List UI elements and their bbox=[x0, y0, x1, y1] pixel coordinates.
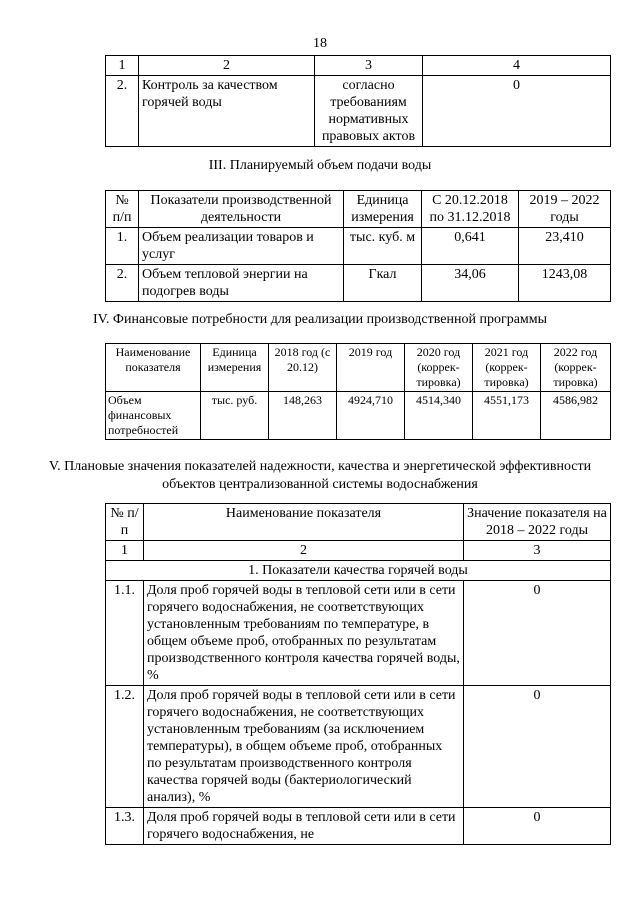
header-cell: С 20.12.2018 по 31.12.2018 bbox=[422, 191, 519, 228]
column-number: 1 bbox=[106, 541, 144, 561]
numbering-row bbox=[106, 541, 611, 561]
row-value: 4514,340 bbox=[405, 392, 473, 440]
section-5-title: V. Плановые значения показателей надежности, качества и энергетической эффективности объектов централизованной системы водоснабжения bbox=[48, 459, 592, 492]
header-cell: Единица измерения bbox=[201, 344, 269, 392]
row-value: 0 bbox=[464, 581, 611, 686]
header-cell: 2018 год (с 20.12) bbox=[269, 344, 337, 392]
group-title-row bbox=[106, 561, 611, 581]
row-name: Доля проб горячей воды в тепловой сети или в сети горячего водоснабжения, не соответствующих установленным требованиям по температуре, в общем объеме проб, отобранных по результатам производственного контроля качества горячей воды, % bbox=[144, 581, 464, 686]
header-cell: № п/п bbox=[106, 504, 144, 541]
row-value: 4924,710 bbox=[337, 392, 405, 440]
table-row bbox=[106, 265, 611, 302]
row-name: Объем реализации товаров и услуг bbox=[139, 228, 344, 265]
row-value: 0 bbox=[464, 808, 611, 845]
table-row bbox=[106, 581, 611, 686]
row-number: 1.3. bbox=[106, 808, 144, 845]
row-unit: тыс. руб. bbox=[201, 392, 269, 440]
row-number: 2. bbox=[106, 76, 139, 147]
row-value: 4586,982 bbox=[541, 392, 611, 440]
row-number: 2. bbox=[106, 265, 139, 302]
row-name: Контроль за качеством горячей воды bbox=[139, 76, 315, 147]
column-number: 3 bbox=[315, 56, 423, 76]
row-name: Объем финансовых потребностей bbox=[106, 392, 201, 440]
header-cell: Значение показателя на 2018 – 2022 годы bbox=[464, 504, 611, 541]
page-number: 18 bbox=[313, 36, 327, 51]
header-cell: 2020 год (коррек-тировка) bbox=[405, 344, 473, 392]
header-cell: 2019 – 2022 годы bbox=[519, 191, 611, 228]
column-number: 3 bbox=[464, 541, 611, 561]
row-name: Доля проб горячей воды в тепловой сети или в сети горячего водоснабжения, не соответствующих установленным требованиям (за исключением температуры), в общем объеме проб, отобранных по результатам производственного контроля качества горячей воды (бактериологический анализ), % bbox=[144, 686, 464, 808]
header-cell: Единица измерения bbox=[344, 191, 422, 228]
table-row bbox=[106, 808, 611, 845]
section-4-title: IV. Финансовые потребности для реализации производственной программы bbox=[92, 312, 548, 327]
table-row bbox=[106, 686, 611, 808]
column-number: 2 bbox=[144, 541, 464, 561]
section-3-title: III. Планируемый объем подачи воды bbox=[208, 158, 432, 173]
table-row bbox=[106, 392, 611, 440]
header-cell: 2022 год (коррек-тировка) bbox=[541, 344, 611, 392]
row-name: Доля проб горячей воды в тепловой сети или в сети горячего водоснабжения, не bbox=[144, 808, 464, 845]
table-header-row bbox=[106, 504, 611, 541]
row-value: 0 bbox=[423, 76, 611, 147]
header-cell: 2021 год (коррек-тировка) bbox=[473, 344, 541, 392]
row-value: 4551,173 bbox=[473, 392, 541, 440]
table-row bbox=[106, 228, 611, 265]
row-value: 34,06 bbox=[422, 265, 519, 302]
table-header-row bbox=[106, 344, 611, 392]
row-number: 1. bbox=[106, 228, 139, 265]
header-cell: Наименование показателя bbox=[106, 344, 201, 392]
header-cell: Наименование показателя bbox=[144, 504, 464, 541]
table-header-row bbox=[106, 56, 611, 76]
row-value: 1243,08 bbox=[519, 265, 611, 302]
header-cell: Показатели производственной деятельности bbox=[139, 191, 344, 228]
column-number: 1 bbox=[106, 56, 139, 76]
table-row bbox=[106, 76, 611, 147]
group-title: 1. Показатели качества горячей воды bbox=[106, 561, 611, 581]
row-value: 148,263 bbox=[269, 392, 337, 440]
row-value: 23,410 bbox=[519, 228, 611, 265]
financial-needs-table bbox=[105, 343, 611, 440]
row-unit: тыс. куб. м bbox=[344, 228, 422, 265]
row-unit: Гкал bbox=[344, 265, 422, 302]
row-number: 1.2. bbox=[106, 686, 144, 808]
column-number: 2 bbox=[139, 56, 315, 76]
header-cell: 2019 год bbox=[337, 344, 405, 392]
table-continuation bbox=[105, 55, 611, 147]
row-number: 1.1. bbox=[106, 581, 144, 686]
row-value: 0,641 bbox=[422, 228, 519, 265]
row-value: 0 bbox=[464, 686, 611, 808]
row-name: Объем тепловой энергии на подогрев воды bbox=[139, 265, 344, 302]
quality-indicators-table bbox=[105, 503, 611, 845]
row-basis: согласно требованиям нормативных правовых актов bbox=[315, 76, 423, 147]
table-header-row bbox=[106, 191, 611, 228]
header-cell: № п/п bbox=[106, 191, 139, 228]
water-supply-table bbox=[105, 190, 611, 302]
column-number: 4 bbox=[423, 56, 611, 76]
